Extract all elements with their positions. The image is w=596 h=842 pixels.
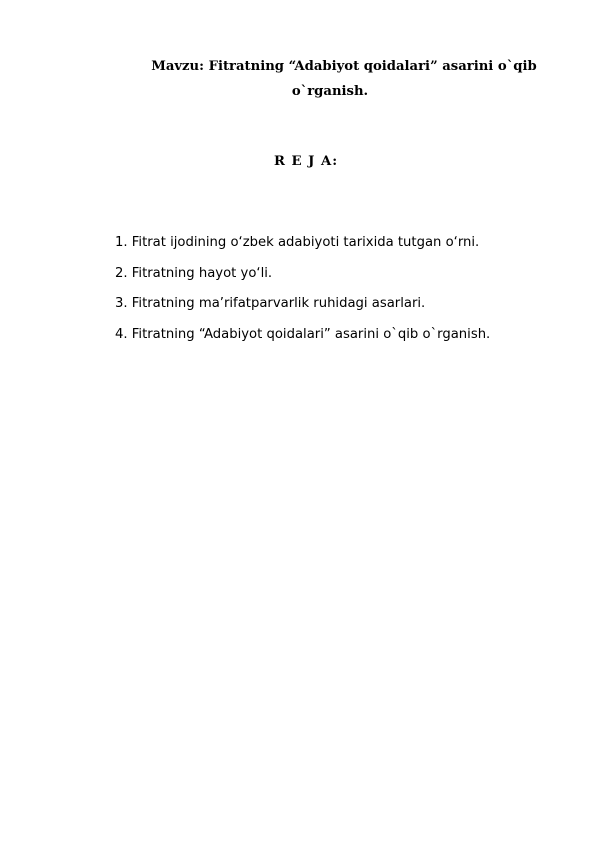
plan-item: 3. Fitratning ma’rifatparvarlik ruhidagi asarlari. (115, 296, 426, 311)
topic-title (110, 54, 550, 104)
plan-item: 4. Fitratning “Adabiyot qoidalari” asarini o`qib o`rganish. (115, 326, 491, 342)
plan-list (115, 235, 490, 357)
topic-title-line-2: o`rganish. (291, 84, 369, 99)
plan-heading: R E J A: (273, 154, 339, 169)
topic-title-line-1: Mavzu: Fitratning “Adabiyot qoidalari” asarini o`qib (151, 59, 537, 74)
plan-item: 1. Fitrat ijodining o‘zbek adabiyoti tarixida tutgan o‘rni. (115, 235, 480, 250)
plan-item: 2. Fitratning hayot yo‘li. (115, 265, 273, 281)
